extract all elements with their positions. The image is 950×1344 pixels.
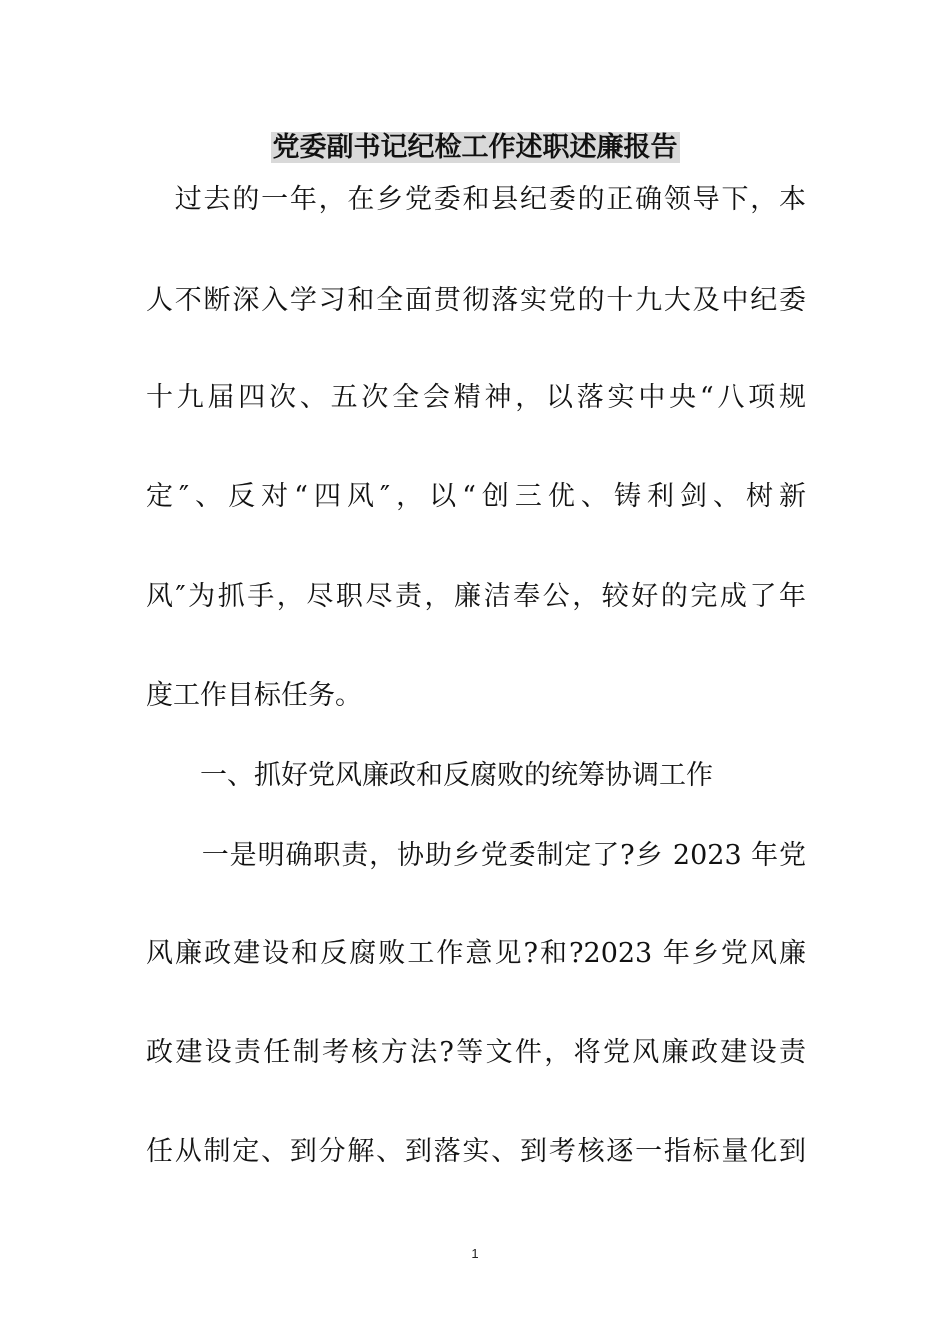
paragraph-line: 人不断深入学习和全面贯彻落实党的十九大及中纪委 xyxy=(146,285,806,316)
paragraph-line: 一是明确职责，协助乡党委制定了?乡 2023 年党 xyxy=(146,840,806,871)
paragraph-line: 任从制定、到分解、到落实、到考核逐一指标量化到 xyxy=(146,1136,806,1167)
document-title-text: 党委副书记纪检工作述职述廉报告 xyxy=(272,132,678,163)
document-title xyxy=(0,128,950,168)
paragraph-line: 政建设责任制考核方法?等文件，将党风廉政建设责 xyxy=(146,1037,806,1068)
paragraph-line: 十九届四次、五次全会精神，以落实中央“八项规 xyxy=(146,382,806,413)
section-heading: 一、抓好党风廉政和反腐败的统筹协调工作 xyxy=(146,760,713,791)
paragraph-line: 风廉政建设和反腐败工作意见?和?2023 年乡党风廉 xyxy=(146,938,806,969)
paragraph-line: 度工作目标任务。 xyxy=(146,680,362,711)
paragraph-line: 过去的一年，在乡党委和县纪委的正确领导下，本 xyxy=(146,184,806,215)
paragraph-line: 定″、反对“四风″，以“创三优、铸利剑、树新 xyxy=(146,481,806,512)
paragraph-line: 风″为抓手，尽职尽责，廉洁奉公，较好的完成了年 xyxy=(146,581,806,612)
page-number: 1 xyxy=(471,1246,479,1261)
